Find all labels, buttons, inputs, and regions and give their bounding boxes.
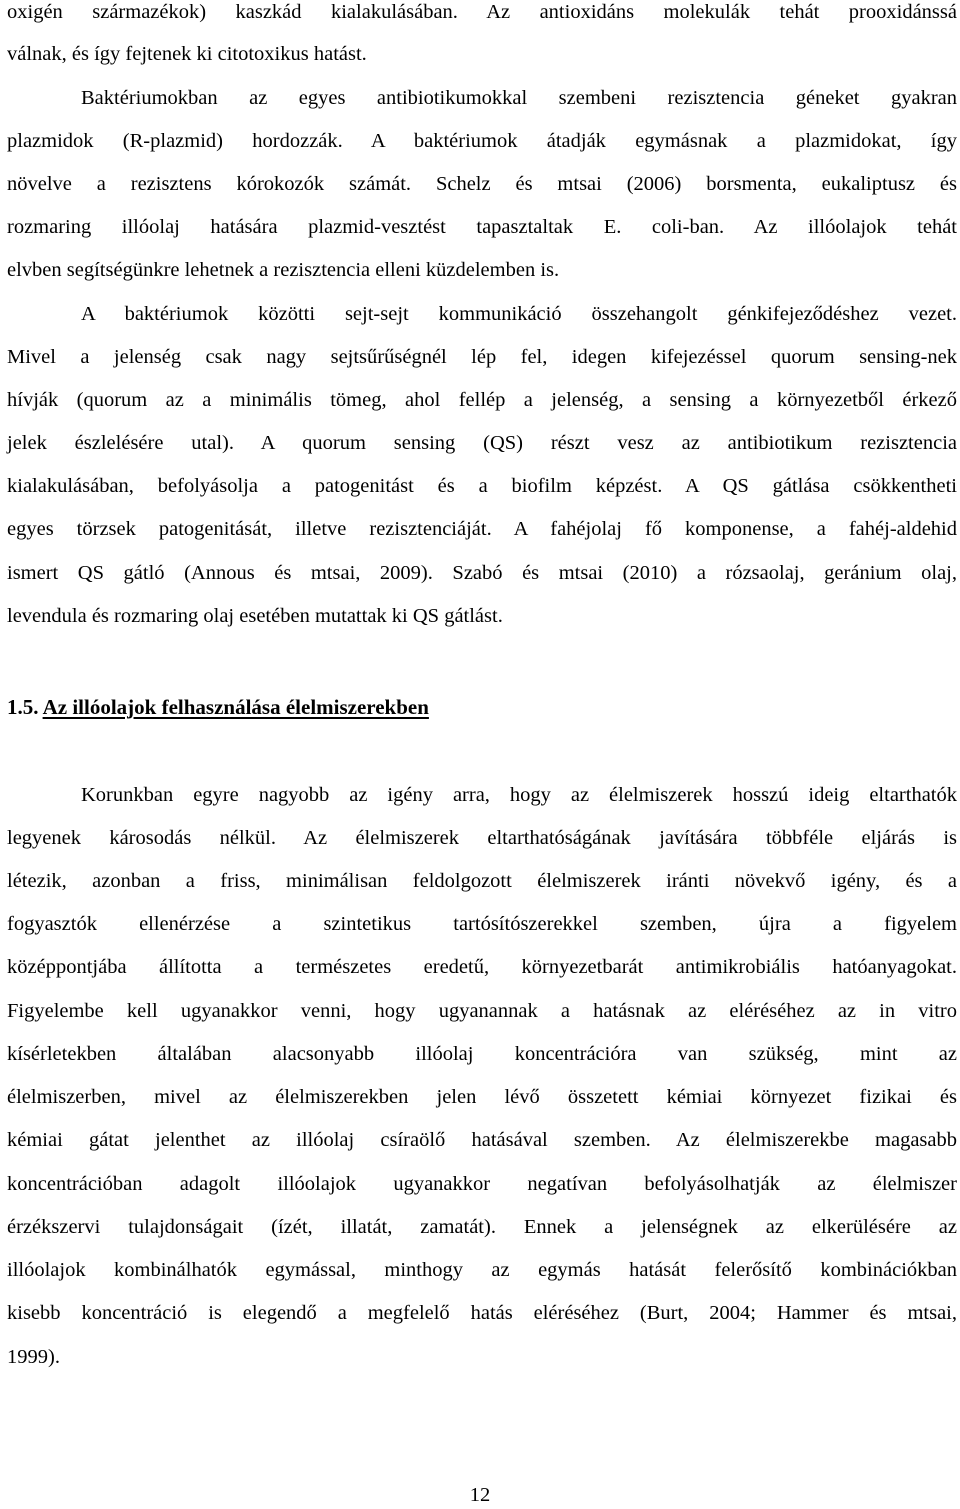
text-line: válnak, és így fejtenek ki citotoxikus hatást. <box>7 43 367 65</box>
page-number: 12 <box>469 1484 491 1506</box>
text-line: élelmiszerben, mivel az élelmiszerekben jelen lévő összetett kémiai környezet fizikai és <box>7 1086 957 1108</box>
text-line: Baktériumokban az egyes antibiotikumokkal szembeni rezisztencia géneket gyakran <box>81 87 957 109</box>
text-line: egyes törzsek patogenitását, illetve rezisztenciáját. A fahéjolaj fő komponense, a fahéj-aldehid <box>7 518 957 540</box>
text-line: levendula és rozmaring olaj esetében mutattak ki QS gátlást. <box>7 605 503 627</box>
text-line: illóolajok kombinálhatók egymással, minthogy az egymás hatását felerősítő kombinációkban <box>7 1259 957 1281</box>
text-line: kémiai gátat jelenthet az illóolaj csíraölő hatásával szemben. Az élelmiszerekbe magasabb <box>7 1129 957 1151</box>
text-line: 1999). <box>7 1346 60 1368</box>
text-line: jelek észlelésére utal). A quorum sensing (QS) részt vesz az antibiotikum rezisztencia <box>7 432 957 454</box>
text-line: kísérletekben általában alacsonyabb illóolaj koncentrációra van szükség, mint az <box>7 1043 957 1065</box>
section-heading <box>7 693 429 721</box>
text-line: rozmaring illóolaj hatására plazmid-vesztést tapasztaltak E. coli-ban. Az illóolajok tehát <box>7 216 957 238</box>
text-line: ismert QS gátló (Annous és mtsai, 2009). Szabó és mtsai (2010) a rózsaolaj, geránium olaj, <box>7 562 957 584</box>
text-line: kisebb koncentráció is elegendő a megfelelő hatás eléréséhez (Burt, 2004; Hammer és mtsai, <box>7 1302 957 1324</box>
text-line: középpontjába állította a természetes eredetű, környezetbarát antimikrobiális hatóanyagokat. <box>7 956 957 978</box>
text-line: létezik, azonban a friss, minimálisan feldolgozott élelmiszerek iránti növekvő igény, és a <box>7 870 957 892</box>
text-line: koncentrációban adagolt illóolajok ugyanakkor negatívan befolyásolhatják az élelmiszer <box>7 1173 957 1195</box>
text-line: elvben segítségünkre lehetnek a rezisztencia elleni küzdelemben is. <box>7 259 560 281</box>
section-number: 1.5. <box>7 695 39 719</box>
text-line: oxigén származékok) kaszkád kialakulásában. Az antioxidáns molekulák tehát prooxidánssá <box>7 1 957 23</box>
text-line: Korunkban egyre nagyobb az igény arra, hogy az élelmiszerek hosszú ideig eltarthatók <box>81 784 957 806</box>
text-line: kialakulásában, befolyásolja a patogenitást és a biofilm képzést. A QS gátlása csökkentheti <box>7 475 957 497</box>
section-title: Az illóolajok felhasználása élelmiszerekben <box>42 695 429 719</box>
text-line: hívják (quorum az a minimális tömeg, ahol fellép a jelenség, a sensing a környezetből érkező <box>7 389 957 411</box>
text-line: legyenek károsodás nélkül. Az élelmiszerek eltarthatóságának javítására többféle eljárás is <box>7 827 957 849</box>
text-line: plazmidok (R-plazmid) hordozzák. A baktériumok átadják egymásnak a plazmidokat, így <box>7 130 957 152</box>
text-line: növelve a rezisztens kórokozók számát. Schelz és mtsai (2006) borsmenta, eukaliptusz és <box>7 173 957 195</box>
text-line: fogyasztók ellenérzése a szintetikus tartósítószerekkel szemben, újra a figyelem <box>7 913 957 935</box>
text-line: Mivel a jelenség csak nagy sejtsűrűségnél lép fel, idegen kifejezéssel quorum sensing-nek <box>7 346 957 368</box>
text-line: A baktériumok közötti sejt-sejt kommunikáció összehangolt génkifejeződéshez vezet. <box>81 303 957 325</box>
text-line: Figyelembe kell ugyanakkor venni, hogy ugyanannak a hatásnak az eléréséhez az in vitro <box>7 1000 957 1022</box>
text-line: érzékszervi tulajdonságait (ízét, illatát, zamatát). Ennek a jelenségnek az elkerülésére az <box>7 1216 957 1238</box>
